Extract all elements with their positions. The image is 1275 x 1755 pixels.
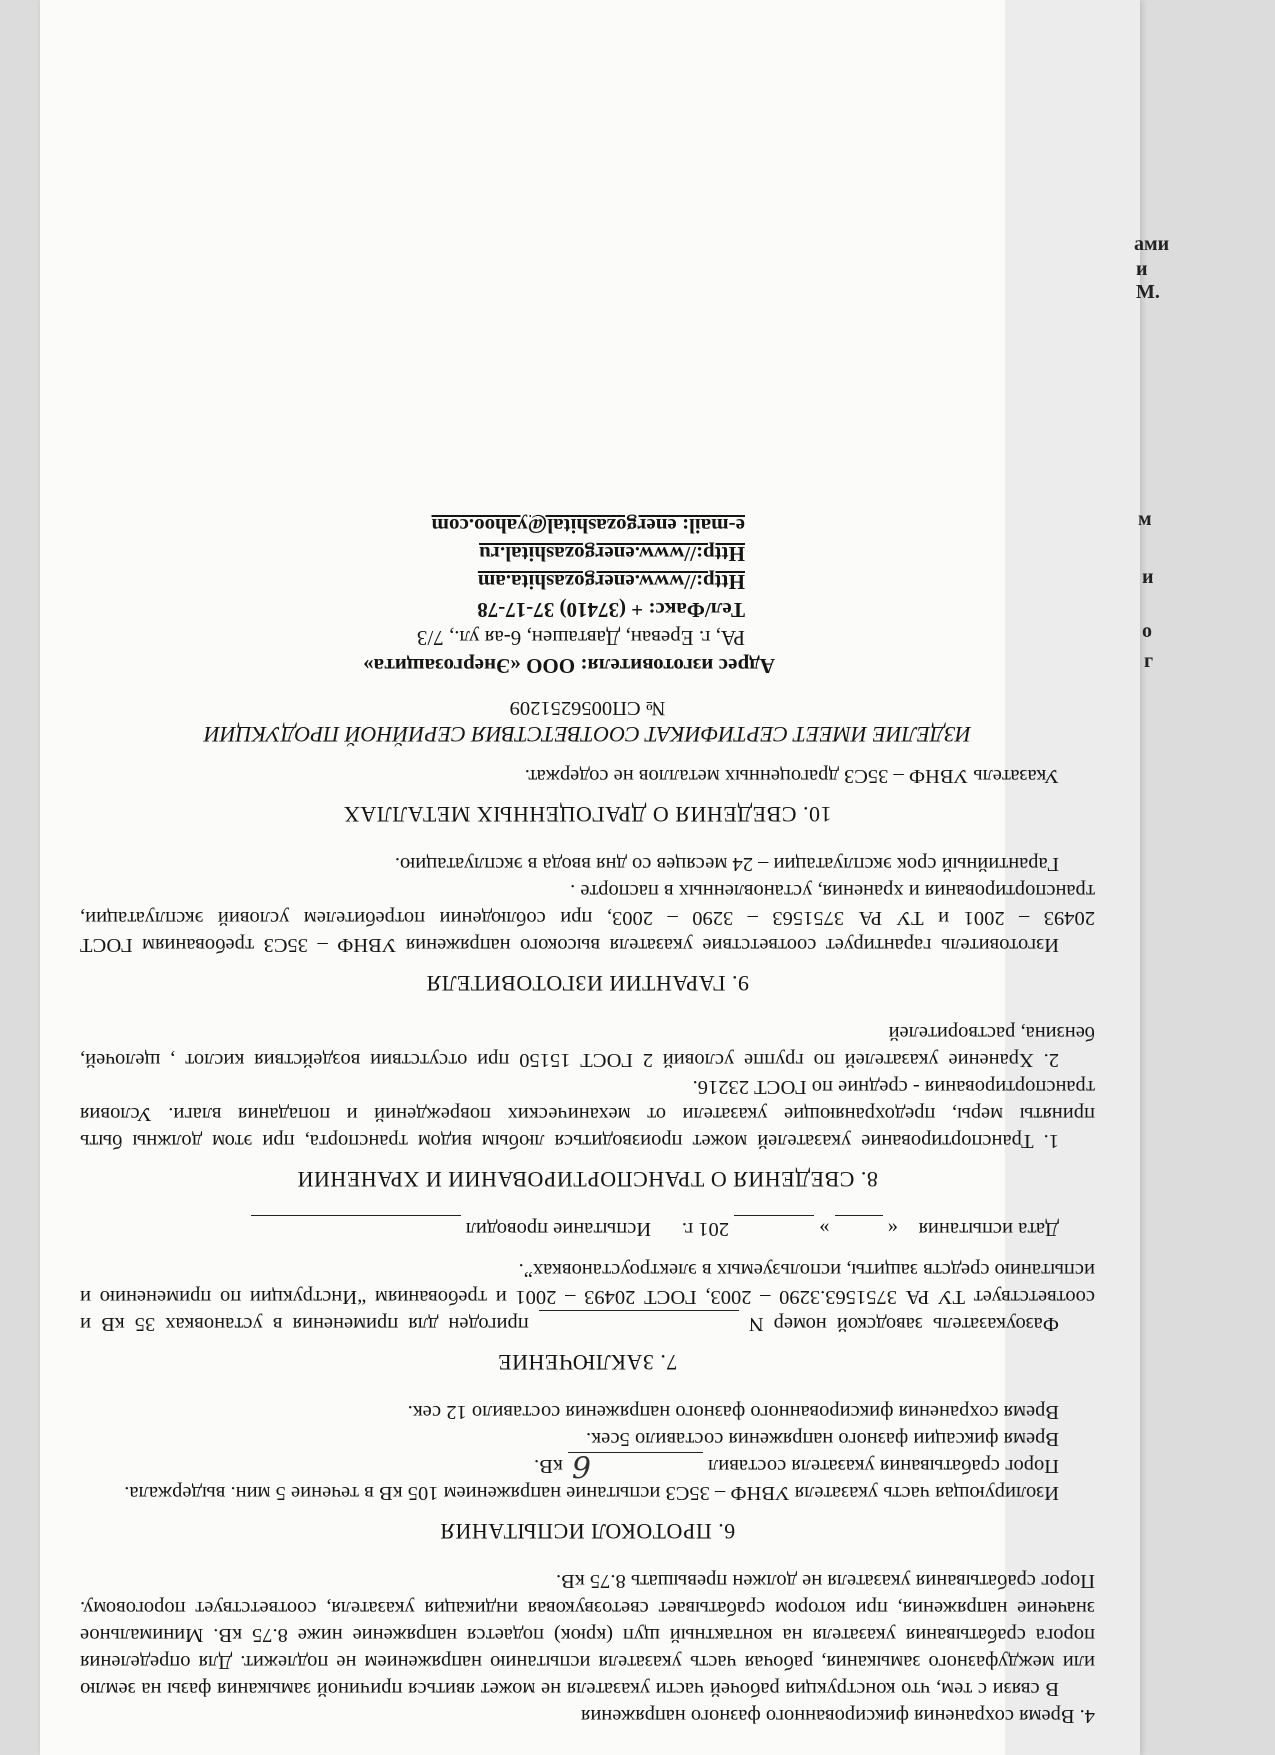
threshold-blank [568, 1448, 703, 1483]
conclusion-text: пригоден для применения в установках 35 кВ и соответствует ТУ РА 3751563.3290 – 2003, ГОСТ 20493 – 2001 и требованиям “Инструкции по применению и испытанию средств защиты, используемых в электроустановках”. [80, 1259, 1095, 1335]
date-label: Дата испытания [918, 1218, 1059, 1240]
margin-fragment: м [1138, 508, 1152, 530]
section8-title: 8. СВЕДЕНИЯ О ТРАНСПОРТИРОВАНИИ И ХРАНЕНИИ [297, 1167, 878, 1192]
manufacturer-site-am[interactable]: Http://www.energozashita.am [477, 570, 745, 594]
manufacturer-label: Адрес изготовителя: ООО «Энергозащита» [363, 654, 775, 678]
manufacturer-email[interactable]: e-mail: energozashital@yahoo.com [431, 514, 745, 538]
margin-fragment: и [1142, 566, 1154, 588]
margin-fragment: ами [1134, 233, 1170, 255]
section4-title: 4. Время сохранения фиксированного фазного напряжения [580, 1705, 1095, 1727]
threshold-line [80, 1448, 1095, 1483]
date-open-quote: « [887, 1218, 899, 1240]
margin-fragment: о [1142, 620, 1152, 642]
section4-paragraph: В связи с тем, что конструкция рабочей части указателя не может явиться причиной замыкания фазы на землю или междуфазного замыкания, рабочая часть указателя испытанию напряжением не подлежит. Для определения порога срабатывания указателя на контактный щуп (крюк) подается напряжение ниже 8.75 кВ. Минимальное значение напряжения, при котором срабатывает светозвуковая индикация указателя, соответствует пороговому. Порог срабатывания указателя не должен превышать 8.75 кВ. [80, 1570, 1095, 1700]
serial-label: Фазоуказатель заводской номер N [748, 1313, 1059, 1335]
certificate-title: ИЗДЕЛИЕ ИМЕЕТ СЕРТИФИКАТ СООТВЕТСТВИЯ СЕРИЙНОЙ ПРОДУКЦИИ [204, 722, 971, 747]
warranty-period: Гарантийный срок эксплуатации – 24 месяцев со дня ввода в эксплуатацию. [394, 853, 1059, 875]
transport-item: 1. Транспортирование указателей может производиться любым видом транспорта, при этом должны быть приняты меры, предохраняющие указатели от механических повреждений и попадания влаги. Условия транспортирования - средние по ГОСТ 23216. [80, 1076, 1095, 1152]
tester-label: Испытание проводил [465, 1218, 652, 1240]
section10-title: 10. СВЕДЕНИЯ О ДРАГОЦЕННЫХ МЕТАЛЛАХ [343, 802, 832, 827]
manufacturer-site-ru[interactable]: Http://www.energozashital.ru [479, 542, 745, 566]
handwritten-threshold: 6 [571, 1448, 591, 1483]
date-close-quote: » [819, 1218, 830, 1240]
test-insulation-line: Изолирующая часть указателя УВНФ – 35СЗ испытание напряжением 105 кВ в течение 5 мин. выдержала. [124, 1482, 1059, 1504]
threshold-unit: кВ. [534, 1455, 563, 1477]
threshold-label: Порог срабатывания указателя составил [708, 1455, 1059, 1477]
storage-item: 2. Хранение указателей по группе условий 2 ГОСТ 15150 при отсутствии воздействия кислот , щелочей, бензина, растворителей [80, 1022, 1095, 1071]
section9-title: 9. ГАРАНТИИ ИЗГОТОВИТЕЛЯ [426, 971, 749, 996]
section7-title: 7. ЗАКЛЮЧЕНИЕ [497, 1350, 678, 1375]
date-year: 201 г. [681, 1218, 730, 1240]
rotated-document [40, 0, 1140, 1755]
fixation-time-line: Время фиксации фазного напряжения составило 5сек. [586, 1428, 1059, 1450]
test-date-line [80, 1215, 1095, 1242]
date-day-blank [835, 1215, 883, 1238]
section6-title: 6. ПРОТОКОЛ ИСПЫТАНИЯ [439, 1519, 736, 1544]
certificate-number: № СП0056251209 [509, 697, 666, 719]
manufacturer-phone: Тел/Факс: + (37410) 37-17-78 [477, 598, 745, 622]
document-page [40, 0, 1170, 1755]
manufacturer-address: РА, г. Ереван, Давташен, 6-ая ул., 7/3 [416, 626, 745, 650]
document-content [80, 512, 1095, 1729]
serial-number-blank [539, 1310, 739, 1333]
margin-fragment: и М. [1136, 258, 1160, 303]
retention-time-line: Время сохранения фиксированного фазного напряжения составило 12 сек. [407, 1401, 1059, 1423]
manufacturer-block [80, 512, 775, 680]
precious-metals-text: Указатель УВНФ – 35СЗ драгоценных металлов не содержат. [524, 765, 1059, 787]
conclusion-paragraph [80, 1256, 1095, 1337]
warranty-paragraph: Изготовитель гарантирует соответствие указателя высокого напряжения УВНФ – 35СЗ требованиям ГОСТ 20493 – 2001 и ТУ РА 3751563 – 3290 – 2003, при соблюдении потребителем условий эксплуатации, транспортирования и хранения, установленных в паспорте . [80, 880, 1095, 956]
margin-fragment: г [1144, 650, 1154, 672]
tester-blank [251, 1215, 461, 1238]
date-month-blank [734, 1215, 814, 1238]
